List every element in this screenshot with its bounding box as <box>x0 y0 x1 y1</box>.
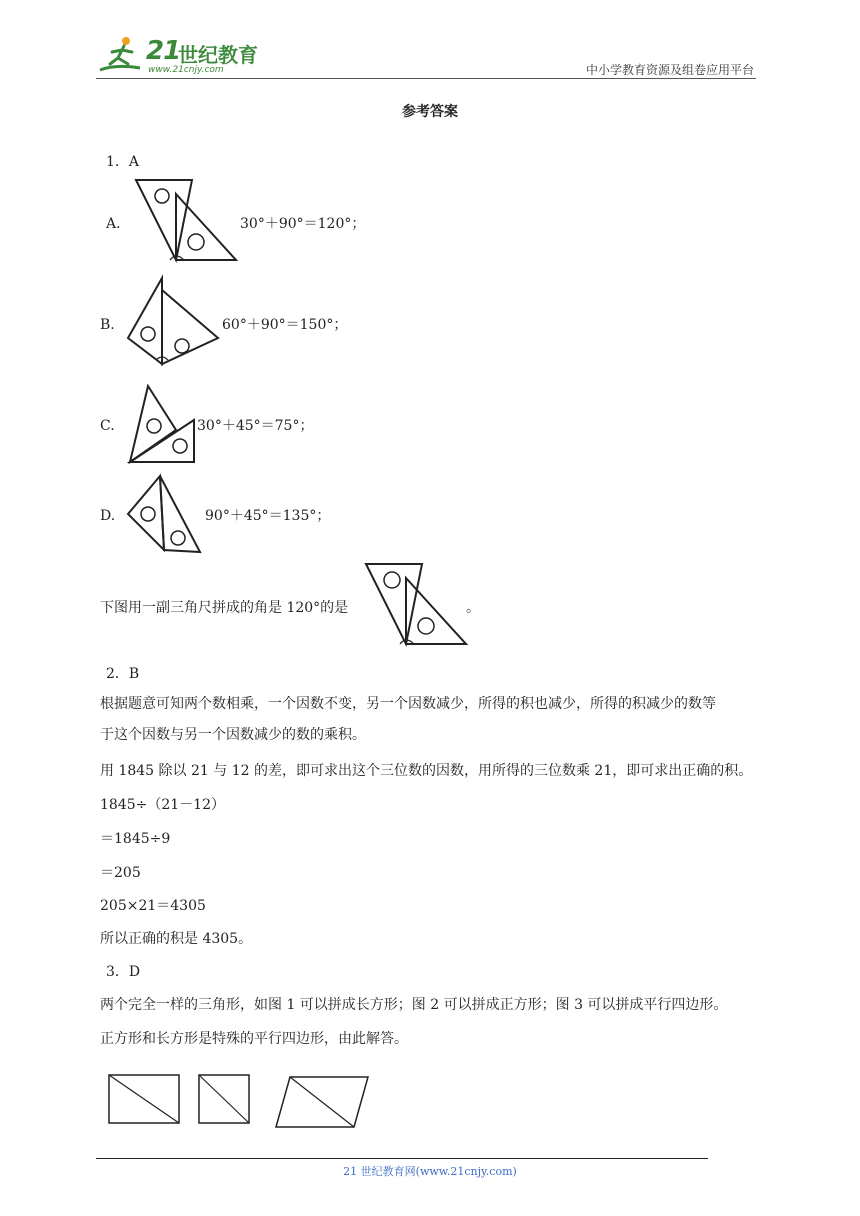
q2-line: 205×21＝4305 <box>100 898 206 914</box>
q1-option-d-letter: D. <box>100 508 116 524</box>
q2-line: ＝1845÷9 <box>100 831 171 847</box>
header-platform-text: 中小学教育资源及组卷应用平台 <box>585 63 754 77</box>
footer-text[interactable]: 21 世纪教育网(www.21cnjy.com) <box>343 1165 517 1178</box>
q2-line: ＝205 <box>100 865 141 881</box>
q1-conclusion: 下图用一副三角尺拼成的角是 120°的是 <box>100 600 349 616</box>
q1-option-d-formula: 90°＋45°＝135°； <box>205 508 331 524</box>
logo-text: 世纪教育 <box>178 43 258 67</box>
triangle-pair-a-figure <box>132 178 242 268</box>
q1-option-a-letter: A． <box>106 216 131 232</box>
runner-icon <box>96 34 148 76</box>
q2-number: 2．B <box>106 666 140 682</box>
q3-number: 3．D <box>106 964 141 980</box>
q1-number: 1．A <box>106 154 140 170</box>
q2-line: 所以正确的积是 4305。 <box>100 931 253 947</box>
parallelogram-figure <box>274 1076 370 1130</box>
q1-option-b-letter: B. <box>100 317 115 333</box>
header-divider <box>96 78 756 79</box>
logo <box>96 34 266 78</box>
q1-option-b-formula: 60°＋90°＝150°； <box>222 317 348 333</box>
page-title: 参考答案 <box>402 104 458 120</box>
q2-line: 根据题意可知两个数相乘，一个因数不变，另一个因数减少，所得的积也减少，所得的积减少的数等 <box>100 696 716 712</box>
triangle-pair-b-figure <box>124 276 224 368</box>
triangle-pair-answer-figure <box>362 562 472 652</box>
q2-line: 用 1845 除以 21 与 12 的差，即可求出这个三位数的因数，用所得的三位数乘 21，即可求出正确的积。 <box>100 763 753 779</box>
q1-conclusion-end: 。 <box>466 600 480 616</box>
logo-number: 21 <box>146 36 181 66</box>
logo-url: www.21cnjy.com <box>148 65 224 75</box>
q1-option-c-formula: 30°＋45°＝75°； <box>197 418 314 434</box>
q2-line: 1845÷（21－12） <box>100 797 225 813</box>
triangle-pair-c-figure <box>126 384 200 464</box>
triangle-pair-d-figure <box>126 474 206 554</box>
q1-option-c-letter: C. <box>100 418 115 434</box>
q3-line: 正方形和长方形是特殊的平行四边形，由此解答。 <box>100 1031 408 1047</box>
footer-divider <box>96 1158 708 1159</box>
q2-line: 于这个因数与另一个因数减少的数的乘积。 <box>100 727 366 743</box>
q1-option-a-formula: 30°＋90°＝120°； <box>240 216 366 232</box>
rectangle-figure <box>108 1074 182 1126</box>
q3-line: 两个完全一样的三角形，如图 1 可以拼成长方形；图 2 可以拼成正方形；图 3 可以拼成平行四边形。 <box>100 997 728 1013</box>
square-figure <box>198 1074 252 1126</box>
